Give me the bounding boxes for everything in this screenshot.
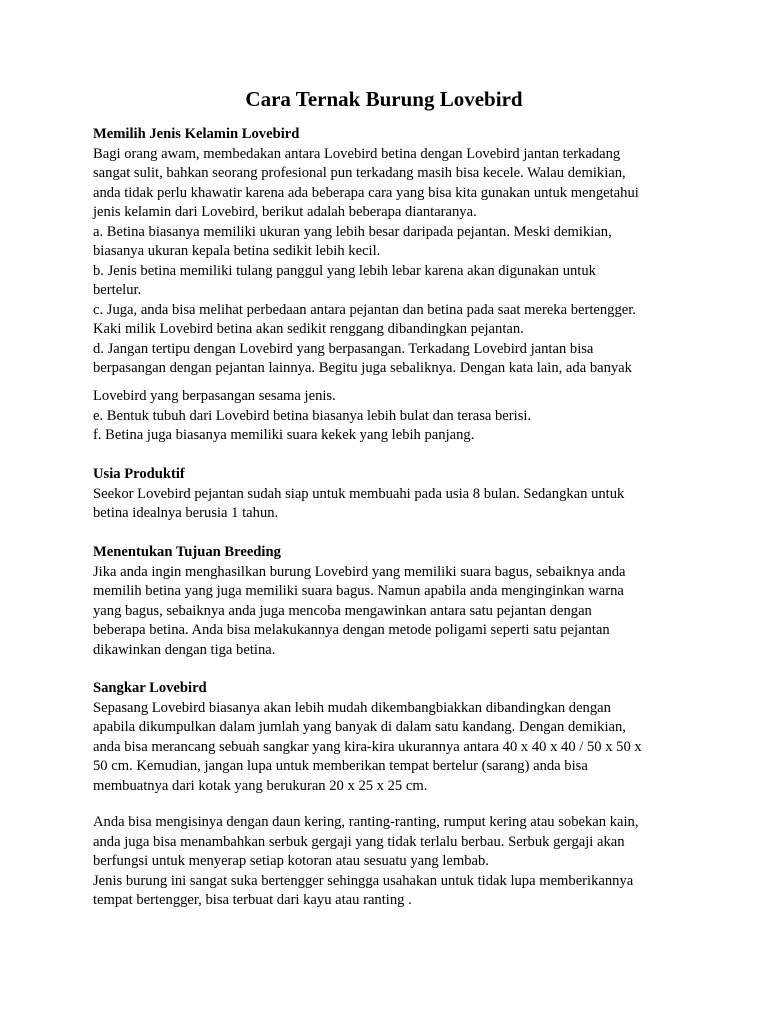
paragraph-line: berfungsi untuk menyerap setiap kotoran atau sesuatu yang lembab. — [93, 853, 489, 869]
paragraph-line: anda tidak perlu khawatir karena ada beberapa cara yang bisa kita gunakan untuk mengetahui — [93, 184, 639, 201]
section-sangkar-paragraph-2 — [93, 813, 693, 911]
list-item-line: Lovebird yang berpasangan sesama jenis. — [93, 388, 336, 404]
paragraph-line: Jika anda ingin menghasilkan burung Lovebird yang memiliki suara bagus, sebaiknya anda — [93, 563, 626, 580]
list-item-line: d. Jangan tertipu dengan Lovebird yang berpasangan. Terkadang Lovebird jantan bisa — [93, 340, 594, 357]
section-jenis-kelamin — [93, 125, 693, 379]
section-sangkar — [93, 679, 693, 796]
list-item-line: berpasangan dengan pejantan lainnya. Begitu juga sebaliknya. Dengan kata lain, ada banyak — [93, 360, 632, 376]
list-item-line: bertelur. — [93, 282, 142, 298]
paragraph-line: Anda bisa mengisinya dengan daun kering, ranting-ranting, rumput kering atau sobekan kain, — [93, 814, 639, 830]
list-item-line: e. Bentuk tubuh dari Lovebird betina biasanya lebih bulat dan terasa berisi. — [93, 407, 532, 424]
paragraph-line: anda juga bisa menambahkan serbuk gergaji yang tidak terlalu berbau. Serbuk gergaji akan — [93, 833, 625, 850]
section-heading: Usia Produktif — [93, 466, 185, 482]
paragraph-line: Sepasang Lovebird biasanya akan lebih mudah dikembangbiakkan dibandingkan dengan — [93, 699, 611, 716]
section-tujuan-breeding — [93, 543, 693, 660]
section-jenis-kelamin-continued — [93, 387, 693, 446]
section-heading: Memilih Jenis Kelamin Lovebird — [93, 126, 300, 142]
paragraph-line: Jenis burung ini sangat suka bertengger sehingga usahakan untuk tidak lupa memberikannya — [93, 872, 634, 889]
paragraph-line: jenis kelamin dari Lovebird, berikut adalah beberapa diantaranya. — [93, 204, 477, 220]
list-item-line: f. Betina juga biasanya memiliki suara kekek yang lebih panjang. — [93, 427, 475, 443]
list-item-line: biasanya ukuran kepala betina sedikit lebih kecil. — [93, 243, 381, 259]
paragraph-line: yang bagus, sebaiknya anda juga mencoba mengawinkan antara satu pejantan dengan — [93, 602, 592, 619]
paragraph-line: Bagi orang awam, membedakan antara Lovebird betina dengan Lovebird jantan terkadang — [93, 145, 621, 162]
paragraph-line: tempat bertengger, bisa terbuat dari kayu atau ranting . — [93, 892, 412, 908]
paragraph-line: Seekor Lovebird pejantan sudah siap untuk membuahi pada usia 8 bulan. Sedangkan untuk — [93, 485, 625, 502]
list-item-line: b. Jenis betina memiliki tulang panggul yang lebih lebar karena akan digunakan untuk — [93, 262, 596, 279]
paragraph-line: betina idealnya berusia 1 tahun. — [93, 505, 279, 521]
list-item-line: c. Juga, anda bisa melihat perbedaan antara pejantan dan betina pada saat mereka bertengger. — [93, 301, 636, 318]
paragraph-line: membuatnya dari kotak yang berukuran 20 x 25 x 25 cm. — [93, 777, 428, 794]
paragraph-line: anda bisa merancang sebuah sangkar yang kira-kira ukurannya antara 40 x 40 x 40 / 50 x 50 x — [93, 738, 642, 755]
section-heading: Sangkar Lovebird — [93, 680, 207, 696]
paragraph-line: dikawinkan dengan tiga betina. — [93, 641, 276, 658]
paragraph-line: memilih betina yang juga memiliki suara bagus. Namun apabila anda menginginkan warna — [93, 583, 624, 599]
list-item-line: a. Betina biasanya memiliki ukuran yang lebih besar daripada pejantan. Meski demikian, — [93, 223, 612, 240]
section-heading: Menentukan Tujuan Breeding — [93, 544, 281, 560]
paragraph-line: apabila dikumpulkan dalam jumlah yang banyak di dalam satu kandang. Dengan demikian, — [93, 719, 626, 735]
paragraph-line: 50 cm. Kemudian, jangan lupa untuk memberikan tempat bertelur (sarang) anda bisa — [93, 758, 588, 774]
document-title: Cara Ternak Burung Lovebird — [245, 87, 523, 111]
paragraph-line: sangat sulit, bahkan seorang profesional pun terkadang masih bisa kecele. Walau demikian, — [93, 165, 626, 181]
list-item-line: Kaki milik Lovebird betina akan sedikit renggang dibandingkan pejantan. — [93, 321, 524, 337]
paragraph-line: beberapa betina. Anda bisa melakukannya dengan metode poligami seperti satu pejantan — [93, 622, 610, 638]
section-usia-produktif — [93, 465, 693, 524]
